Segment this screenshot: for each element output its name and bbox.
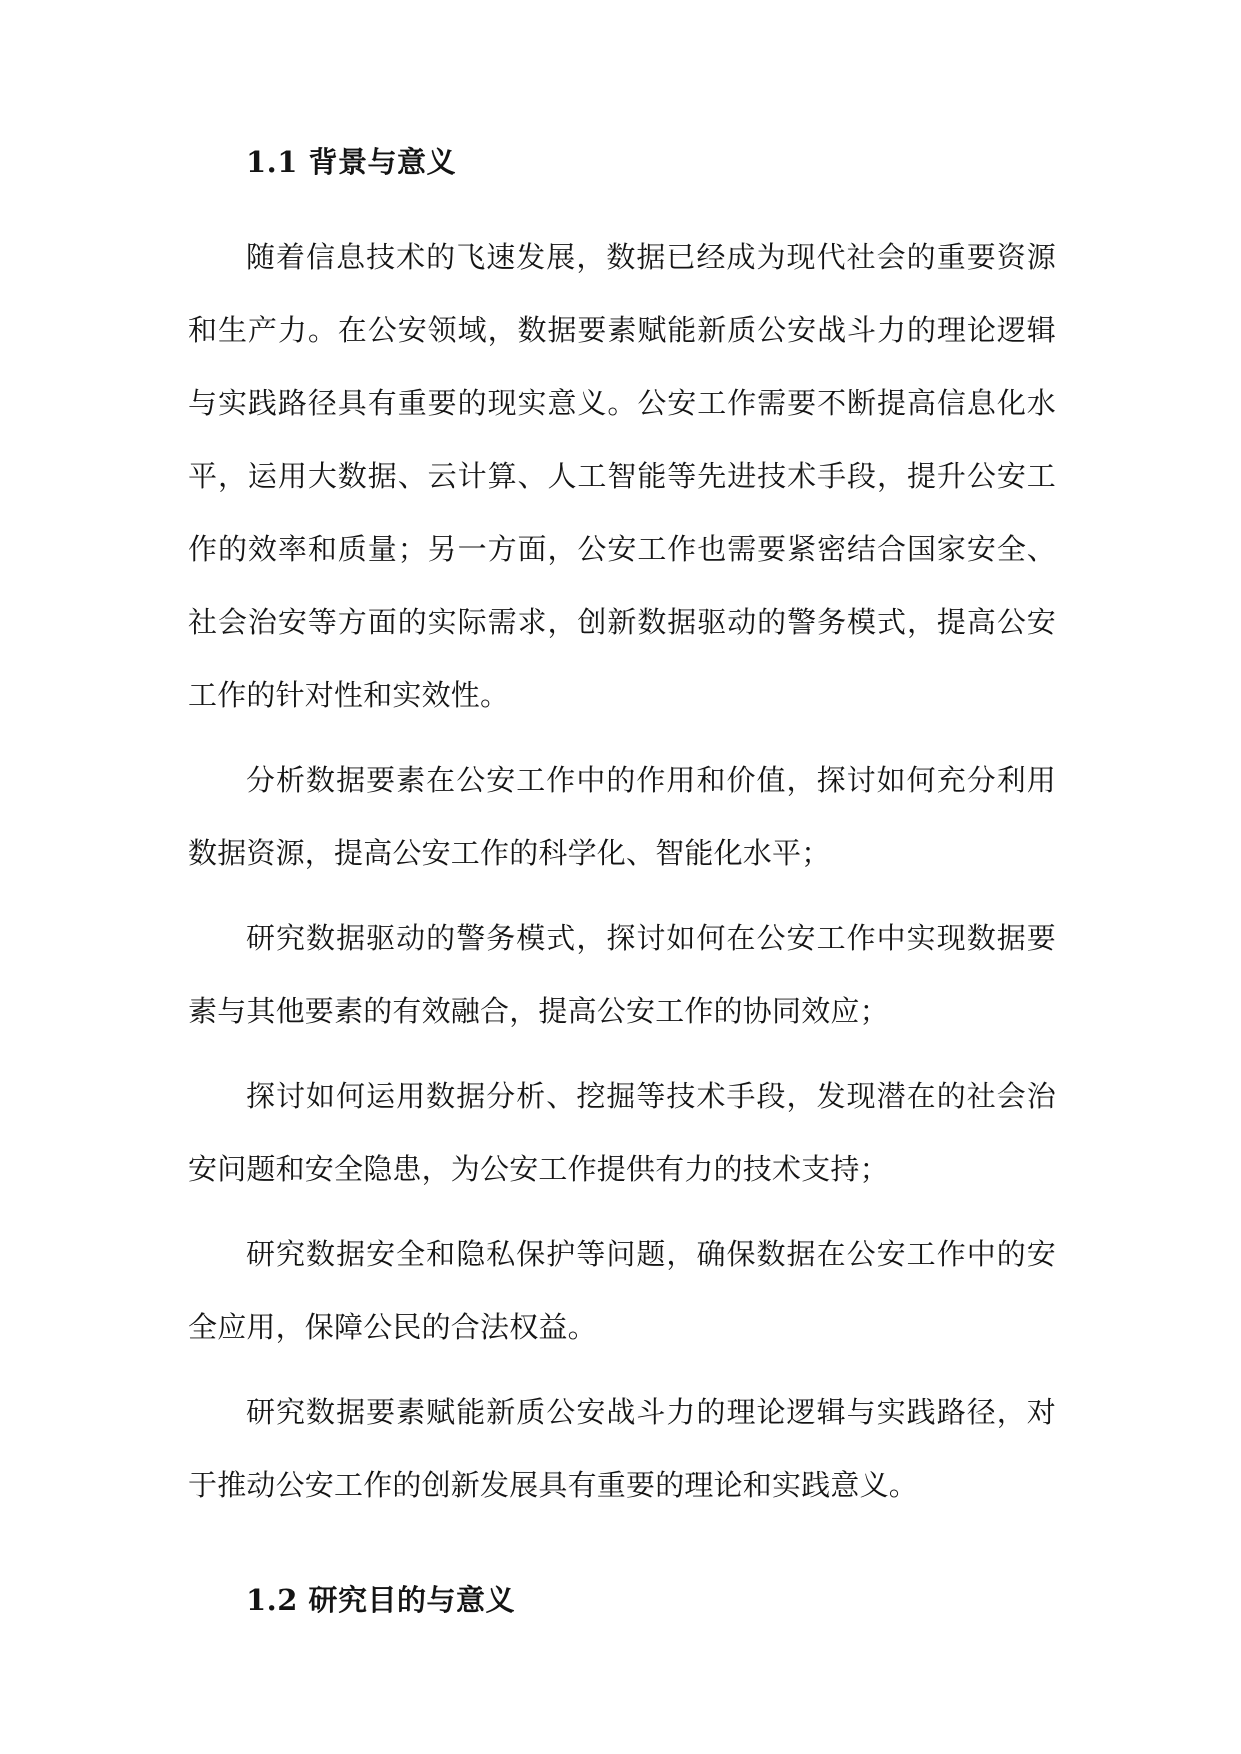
section-heading-1-2: 1.2 研究目的与意义 (246, 1583, 516, 1617)
paragraph-policing-model: 研究数据驱动的警务模式，探讨如何在公安工作中实现数据要素与其他要素的有效融合，提高公安工作的协同效应； (188, 921, 1056, 1028)
paragraph-data-security: 研究数据安全和隐私保护等问题，确保数据在公安工作中的安全应用，保障公民的合法权益。 (188, 1237, 1056, 1344)
paragraph-data-value: 分析数据要素在公安工作中的作用和价值，探讨如何充分利用数据资源，提高公安工作的科学化、智能化水平； (188, 763, 1056, 870)
paragraph-data-analysis: 探讨如何运用数据分析、挖掘等技术手段，发现潜在的社会治安问题和安全隐患，为公安工作提供有力的技术支持； (188, 1079, 1056, 1186)
paragraph-background: 随着信息技术的飞速发展，数据已经成为现代社会的重要资源和生产力。在公安领域，数据要素赋能新质公安战斗力的理论逻辑与实践路径具有重要的现实意义。公安工作需要不断提高信息化水平，运用大数据、云计算、人工智能等先进技术手段，提升公安工作的效率和质量；另一方面，公安工作也需要紧密结合国家安全、社会治安等方面的实际需求，创新数据驱动的警务模式，提高公安工作的针对性和实效性。 (188, 240, 1056, 712)
section-heading-1-1: 1.1 背景与意义 (246, 145, 457, 179)
paragraph-conclusion: 研究数据要素赋能新质公安战斗力的理论逻辑与实践路径，对于推动公安工作的创新发展具有重要的理论和实践意义。 (188, 1395, 1056, 1502)
document-body (188, 142, 1056, 1620)
